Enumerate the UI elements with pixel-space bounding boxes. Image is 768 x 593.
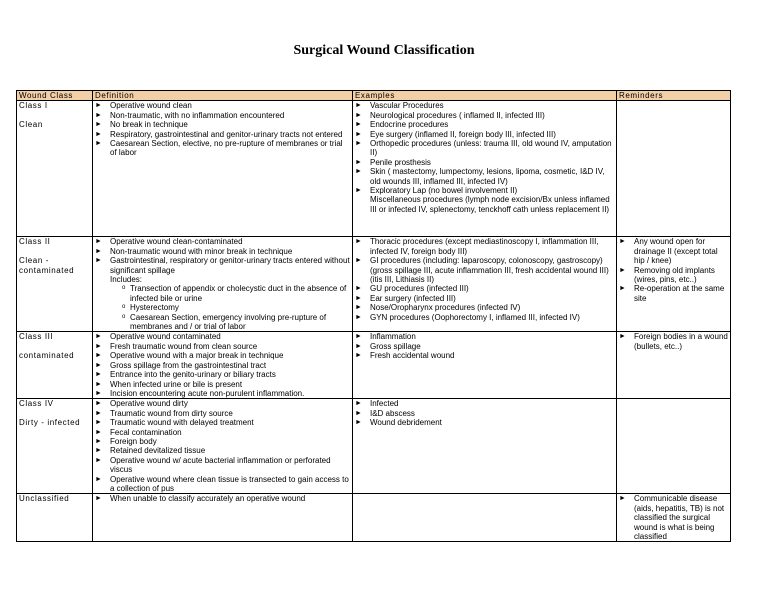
includes-label: Includes: xyxy=(110,275,143,285)
wound-class-cell xyxy=(17,237,93,332)
list-item: ► Operative wound clean xyxy=(95,101,350,110)
list-item: ► Operative wound contaminated xyxy=(95,332,350,341)
list-item: ► I&D abscess xyxy=(355,409,614,418)
definition-cell xyxy=(93,101,353,237)
list-item: ► Respiratory, gastrointestinal and genitor-urinary tracts not entered xyxy=(95,130,350,139)
table-header-row xyxy=(17,91,731,101)
header-reminders: Reminders xyxy=(617,91,731,101)
reminders-cell xyxy=(617,101,731,237)
examples-cell xyxy=(353,332,617,399)
wound-class-name: Class II xyxy=(19,237,51,247)
list-item: ► Nose/Oropharynx procedures (infected IV) xyxy=(355,303,614,312)
list-item: ► Re-operation at the same site xyxy=(619,284,728,303)
list-item: ► Skin ( mastectomy, lumpectomy, lesions, lipoma, cosmetic, I&D IV, old wounds III, inflamed III, infected IV) xyxy=(355,167,614,186)
examples-cell xyxy=(353,237,617,332)
list-item: ► GU procedures (infected III) xyxy=(355,284,614,293)
header-wound-class: Wound Class xyxy=(17,91,93,101)
table-row-class-4 xyxy=(17,399,731,494)
list-item: ► Neurological procedures ( inflamed II, infected III) xyxy=(355,111,614,120)
list-item: ► Traumatic wound from dirty source xyxy=(95,409,350,418)
wound-class-cell xyxy=(17,494,93,542)
list-item: ► Gastrointestinal, respiratory or genitor-urinary tracts entered without significant spillage xyxy=(95,256,350,275)
list-item: ► Operative wound w/ acute bacterial inflammation or perforated viscus xyxy=(95,456,350,475)
wound-class-name: Class I xyxy=(19,101,48,111)
list-item: ► Operative wound where clean tissue is transected to gain access to a collection of pus xyxy=(95,475,350,494)
wound-class-cell xyxy=(17,332,93,399)
list-item: ► Gross spillage xyxy=(355,342,614,351)
wound-class-name: Unclassified xyxy=(19,494,70,504)
wound-class-subtitle: Dirty - infected xyxy=(19,418,81,428)
list-item: ► Exploratory Lap (no bowel involvement II) xyxy=(355,186,614,195)
list-item: ► No break in technique xyxy=(95,120,350,129)
definition-cell xyxy=(93,399,353,494)
reminders-cell xyxy=(617,494,731,542)
list-item: ► Ear surgery (infected III) xyxy=(355,294,614,303)
list-item: ► Operative wound clean-contaminated xyxy=(95,237,350,246)
wound-class-subtitle: contaminated xyxy=(19,351,75,361)
sub-list-item: o Hysterectomy xyxy=(122,303,350,312)
list-item: ► Retained devitalized tissue xyxy=(95,446,350,455)
reminders-cell xyxy=(617,332,731,399)
list-item: ► Any wound open for drainage II (except total hip / knee) xyxy=(619,237,728,265)
list-item: ► Inflammation xyxy=(355,332,614,341)
wound-classification-table xyxy=(16,90,731,542)
list-item: ► Infected xyxy=(355,399,614,408)
list-item: ► Orthopedic procedures (unless: trauma III, old wound IV, amputation II) xyxy=(355,139,614,158)
table-row-class-2 xyxy=(17,237,731,332)
list-item: ► Thoracic procedures (except mediastinoscopy I, inflammation III, infected IV, foreign body III) xyxy=(355,237,614,256)
list-item: ► Endocrine procedures xyxy=(355,120,614,129)
list-item: ► Gross spillage from the gastrointestinal tract xyxy=(95,361,350,370)
wound-class-subtitle: Clean xyxy=(19,120,43,130)
page-title: Surgical Wound Classification xyxy=(293,43,475,58)
table-row-unclassified xyxy=(17,494,731,542)
list-item: ► Operative wound with a major break in technique xyxy=(95,351,350,360)
list-item: ► Fresh accidental wound xyxy=(355,351,614,360)
list-item: ► Fecal contamination xyxy=(95,428,350,437)
list-item: ► Operative wound dirty xyxy=(95,399,350,408)
list-item: ► Vascular Procedures xyxy=(355,101,614,110)
wound-class-cell xyxy=(17,399,93,494)
wound-class-cell xyxy=(17,101,93,237)
list-item: ► GYN procedures (Oophorectomy I, inflamed III, infected IV) xyxy=(355,313,614,322)
definition-cell xyxy=(93,332,353,399)
list-item: ► Caesarean Section, elective, no pre-rupture of membranes or trial of labor xyxy=(95,139,350,158)
list-item: ► Penile prosthesis xyxy=(355,158,614,167)
list-item: ► GI procedures (including: laparoscopy, colonoscopy, gastroscopy) (gross spillage III, acute inflammation III, fresh accidental wound III) (itis III, Lithiasis II) xyxy=(355,256,614,284)
header-definition: Definition xyxy=(93,91,353,101)
list-item: ► Foreign body xyxy=(95,437,350,446)
list-item: ► Non-traumatic, with no inflammation encountered xyxy=(95,111,350,120)
sub-list-item: o Transection of appendix or cholecystic duct in the absence of infected bile or urine xyxy=(122,284,350,303)
table-row-class-3 xyxy=(17,332,731,399)
list-item: ► Communicable disease (aids, hepatitis, TB) is not classified the surgical wound is what is being classified xyxy=(619,494,728,541)
list-item: ► Incision encountering acute non-purulent inflammation. xyxy=(95,389,350,398)
list-item: ► Entrance into the genito-urinary or biliary tracts xyxy=(95,370,350,379)
list-item: ► Removing old implants (wires, pins, etc..) xyxy=(619,266,728,285)
examples-cell xyxy=(353,101,617,237)
list-item: ► When unable to classify accurately an operative wound xyxy=(95,494,350,503)
list-item: ► Fresh traumatic wound from clean source xyxy=(95,342,350,351)
header-examples: Examples xyxy=(353,91,617,101)
examples-note: Miscellaneous procedures (lymph node excision/Bx unless inflamed III or infected IV, splenectomy, tenckhoff cath unless replacement II) xyxy=(370,195,610,214)
wound-class-name: Class IV xyxy=(19,399,54,409)
list-item: ► Wound debridement xyxy=(355,418,614,427)
list-item: ► Non-traumatic wound with minor break in technique xyxy=(95,247,350,256)
reminders-cell xyxy=(617,399,731,494)
list-item: ► Traumatic wound with delayed treatment xyxy=(95,418,350,427)
sub-list-item: o Caesarean Section, emergency involving pre-rupture of membranes and / or trial of labor xyxy=(122,313,350,332)
definition-cell xyxy=(93,494,353,542)
table-row-class-1 xyxy=(17,101,731,237)
list-item: ► When infected urine or bile is present xyxy=(95,380,350,389)
reminders-cell xyxy=(617,237,731,332)
definition-cell xyxy=(93,237,353,332)
wound-class-subtitle: Clean - contaminated xyxy=(19,256,75,275)
list-item: ► Eye surgery (inflamed II, foreign body III, infected III) xyxy=(355,130,614,139)
wound-class-name: Class III xyxy=(19,332,54,342)
examples-cell xyxy=(353,494,617,542)
list-item: ► Foreign bodies in a wound (bullets, etc..) xyxy=(619,332,728,351)
examples-cell xyxy=(353,399,617,494)
